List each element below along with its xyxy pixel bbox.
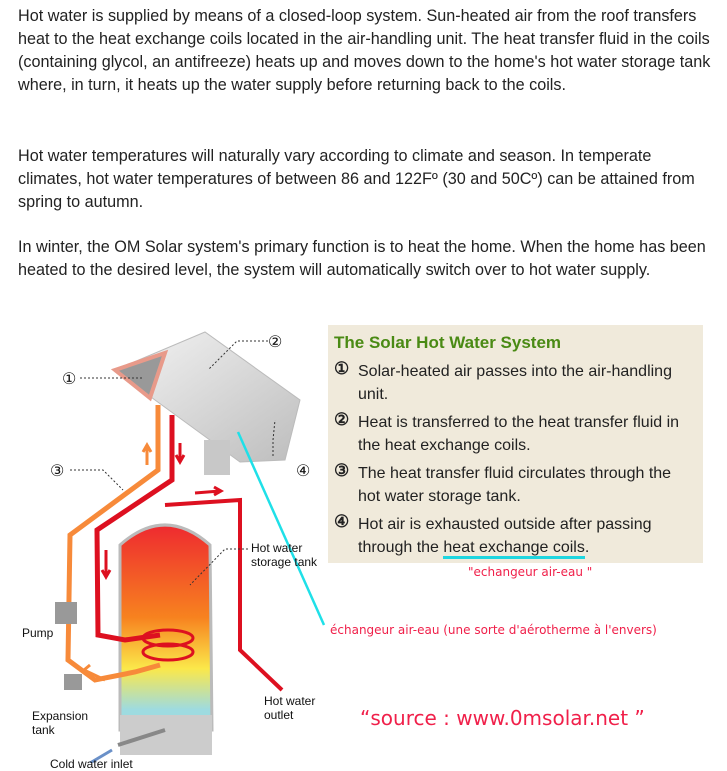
legend-item-3: ③ The heat transfer fluid circulates through the hot water storage tank.	[334, 461, 672, 505]
pump-icon	[55, 602, 77, 624]
callout-2: ②	[268, 334, 283, 351]
legend-item-2: ② Heat is transferred to the heat transfer fluid in the heat exchange coils.	[334, 410, 680, 454]
highlighted-heat-exchange-coils: heat exchange coils	[443, 539, 584, 559]
label-cold-water-inlet: Cold water inlet	[50, 757, 133, 771]
legend-item-1: ① Solar-heated air passes into the air-handling unit.	[334, 359, 672, 403]
echangeur-quote-annotation: "echangeur air-eau "	[468, 565, 593, 579]
legend-item-4: ④ Hot air is exhausted outside after passing through the heat exchange coils.	[334, 513, 694, 559]
source-annotation: “source : www.0msolar.net ”	[360, 706, 645, 730]
intro-paragraph: Hot water is supplied by means of a closed-loop system. Sun-heated air from the roof transfers heat to the heat exchange coils located in the air-handling unit. The heat transfer fluid in the coils (containing glycol, an antifreeze) heats up and moves down to the home's hot water storage tank where, in turn, it heats up the water supply before returning back to the coils.	[18, 7, 711, 94]
legend-title: The Solar Hot Water System	[334, 333, 562, 352]
number-3-icon: ③	[334, 461, 350, 480]
callout-1: ①	[62, 371, 77, 388]
label-expansion-tank: Expansion tank	[32, 709, 89, 737]
temperature-paragraph: Hot water temperatures will naturally vary according to climate and season. In temperate climates, hot water temperatures of between 86 and 122Fº (30 and 50Cº) can be attained from spring to autumn.	[18, 147, 695, 211]
callout-3: ③	[50, 463, 65, 480]
number-4-icon: ④	[334, 512, 350, 531]
number-1-icon: ①	[334, 359, 350, 378]
callout-4: ④	[296, 463, 311, 480]
winter-paragraph: In winter, the OM Solar system's primary function is to heat the home. When the home has been heated to the desired level, the system will automatically switch over to hot water supply.	[18, 238, 706, 279]
storage-tank	[120, 525, 212, 730]
cyan-pointer-line	[238, 432, 324, 625]
expansion-tank-icon	[64, 674, 82, 690]
legend-box	[328, 325, 703, 563]
number-2-icon: ②	[334, 410, 350, 429]
label-hot-water-outlet: Hot water outlet	[264, 694, 316, 722]
echangeur-note-annotation: échangeur air-eau (une sorte d'aérotherme à l'envers)	[330, 623, 657, 637]
label-hot-water-storage-tank: Hot water storage tank	[251, 541, 318, 569]
exhaust-duct	[204, 440, 230, 475]
label-pump: Pump	[22, 626, 54, 640]
